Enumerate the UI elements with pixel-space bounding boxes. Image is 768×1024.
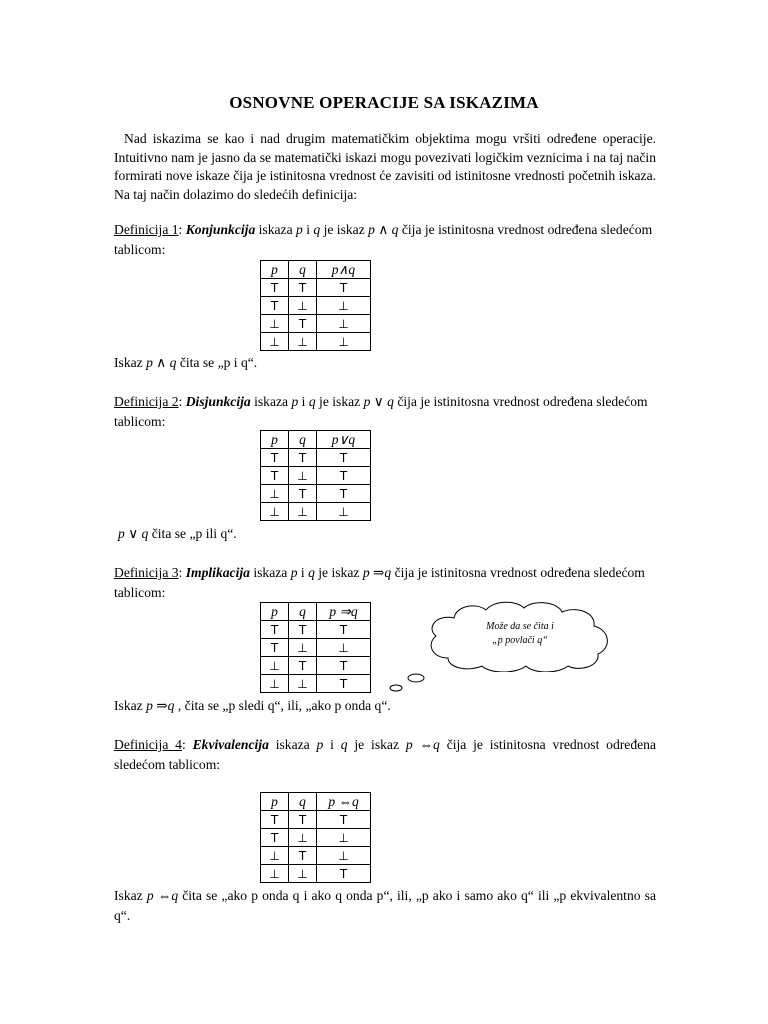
table-header-cell: p∨q (317, 431, 371, 449)
table-cell: T (289, 279, 317, 297)
table-cell: T (289, 621, 317, 639)
table-row (261, 467, 371, 485)
page-title: OSNOVNE OPERACIJE SA ISKAZIMA (229, 93, 539, 112)
table-header-row (261, 431, 371, 449)
table-header-cell: p∧q (317, 261, 371, 279)
table-header-cell: q (289, 793, 317, 811)
table-cell: ⊥ (289, 639, 317, 657)
table-cell: T (317, 279, 371, 297)
formula: p ⇒q (362, 565, 392, 580)
table-cell: ⊥ (289, 503, 317, 521)
definition-4: Definicija 4: Ekvivalencija iskaza p i q je iskaz p ⇔q čija je istinitosna vrednost određena sledećom tablicom: (114, 737, 656, 772)
truth-table-disjunction (260, 430, 371, 521)
table-cell: T (317, 811, 371, 829)
table-cell: ⊥ (317, 315, 371, 333)
table-cell: ⊥ (289, 865, 317, 883)
table-cell: ⊥ (261, 315, 289, 333)
table-cell: T (261, 811, 289, 829)
table-cell: T (289, 449, 317, 467)
table-header-cell: q (289, 603, 317, 621)
formula: p ⇔q (405, 737, 440, 752)
table-row (261, 315, 371, 333)
definition-label: Definicija 1 (114, 222, 179, 237)
table-header-cell: q (289, 261, 317, 279)
table-cell: ⊥ (289, 675, 317, 693)
intro-paragraph: Nad iskazima se kao i nad drugim matematičkim objektima mogu vršiti određene operacije. Intuitivno nam je jasno da se matematički iskazi mogu povezivati logičkim veznicima i na taj način formirati nove iskaze čija je istinitosna vrednost će zavisiti od istinitosne vrednosti početnih iskaza. Na taj način dolazimo do sledećih definicija: (114, 131, 656, 202)
table-cell: T (289, 847, 317, 865)
definition-name: Implikacija (185, 565, 250, 580)
definition-2: Definicija 2: Disjunkcija iskaza p i q je iskaz p ∨ q čija je istinitosna vrednost određena sledećom tablicom: (114, 394, 648, 429)
table-cell: ⊥ (289, 297, 317, 315)
table-cell: T (261, 829, 289, 847)
table-cell: T (317, 621, 371, 639)
formula: p ∧ q (368, 222, 399, 237)
reading-4: Iskaz p ⇔q čita se „ako p onda q i ako q onda p“, ili, „p ako i samo ako q“ ili „p ekvivalentno sa q“. (114, 888, 656, 923)
definition-name: Ekvivalencija (192, 737, 269, 752)
table-cell: T (317, 657, 371, 675)
table-cell: ⊥ (261, 675, 289, 693)
table-row (261, 333, 371, 351)
definition-label: Definicija 2 (114, 394, 179, 409)
table-cell: ⊥ (261, 485, 289, 503)
table-header-cell: q (289, 431, 317, 449)
table-row (261, 449, 371, 467)
thought-bubble-text: Može da se čita i „p povlači q“ (486, 621, 554, 646)
table-cell: T (317, 485, 371, 503)
table-row (261, 503, 371, 521)
definition-label: Definicija 3 (114, 565, 179, 580)
truth-table-conjunction (260, 260, 371, 351)
table-header-cell: p ⇒q (317, 603, 371, 621)
table-cell: T (261, 639, 289, 657)
table-row (261, 485, 371, 503)
table-cell: T (317, 449, 371, 467)
definition-label: Definicija 4 (114, 737, 182, 752)
table-row (261, 639, 371, 657)
table-cell: ⊥ (261, 865, 289, 883)
table-row (261, 811, 371, 829)
table-cell: ⊥ (317, 829, 371, 847)
table-header-row (261, 261, 371, 279)
table-cell: ⊥ (317, 503, 371, 521)
table-cell: ⊥ (261, 503, 289, 521)
table-cell: T (261, 621, 289, 639)
table-cell: ⊥ (261, 333, 289, 351)
definition-name: Konjunkcija (185, 222, 256, 237)
table-cell: T (261, 467, 289, 485)
table-cell: T (261, 449, 289, 467)
table-cell: T (317, 675, 371, 693)
truth-table-equivalence (260, 792, 371, 883)
table-cell: T (317, 467, 371, 485)
table-cell: ⊥ (289, 467, 317, 485)
table-header-cell: p (261, 603, 289, 621)
table-header-cell: p (261, 261, 289, 279)
thought-bubble-tail-icon (386, 672, 426, 696)
table-cell: ⊥ (261, 847, 289, 865)
reading-1: Iskaz p ∧ q čita se „p i q“. (114, 355, 258, 370)
table-row (261, 675, 371, 693)
table-row (261, 865, 371, 883)
table-header-cell: p (261, 431, 289, 449)
table-cell: T (317, 865, 371, 883)
table-row (261, 847, 371, 865)
table-cell: ⊥ (317, 639, 371, 657)
table-cell: T (289, 811, 317, 829)
table-cell: ⊥ (289, 333, 317, 351)
table-header-row (261, 793, 371, 811)
table-header-cell: p ⇔q (317, 793, 371, 811)
table-cell: ⊥ (317, 333, 371, 351)
definition-1: Definicija 1: Konjunkcija iskaza p i q je iskaz p ∧ q čija je istinitosna vrednost određena sledećom tablicom: (114, 222, 653, 257)
table-cell: ⊥ (317, 847, 371, 865)
reading-2: p ∨ q čita se „p ili q“. (118, 526, 237, 541)
table-header-row (261, 603, 371, 621)
table-row (261, 297, 371, 315)
table-header-cell: p (261, 793, 289, 811)
table-cell: ⊥ (289, 829, 317, 847)
table-cell: T (289, 315, 317, 333)
reading-3: Iskaz p ⇒q , čita se „p sledi q“, ili, „ako p onda q“. (114, 698, 391, 713)
definition-name: Disjunkcija (185, 394, 251, 409)
table-cell: ⊥ (317, 297, 371, 315)
formula: p ∨ q (363, 394, 394, 409)
definition-3: Definicija 3: Implikacija iskaza p i q je iskaz p ⇒q čija je istinitosna vrednost određena sledećom tablicom: (114, 565, 645, 600)
truth-table-implication (260, 602, 371, 693)
table-cell: T (261, 297, 289, 315)
table-cell: T (289, 485, 317, 503)
table-cell: T (261, 279, 289, 297)
table-cell: T (289, 657, 317, 675)
table-row (261, 279, 371, 297)
table-cell: ⊥ (261, 657, 289, 675)
table-row (261, 657, 371, 675)
table-row (261, 829, 371, 847)
table-row (261, 621, 371, 639)
